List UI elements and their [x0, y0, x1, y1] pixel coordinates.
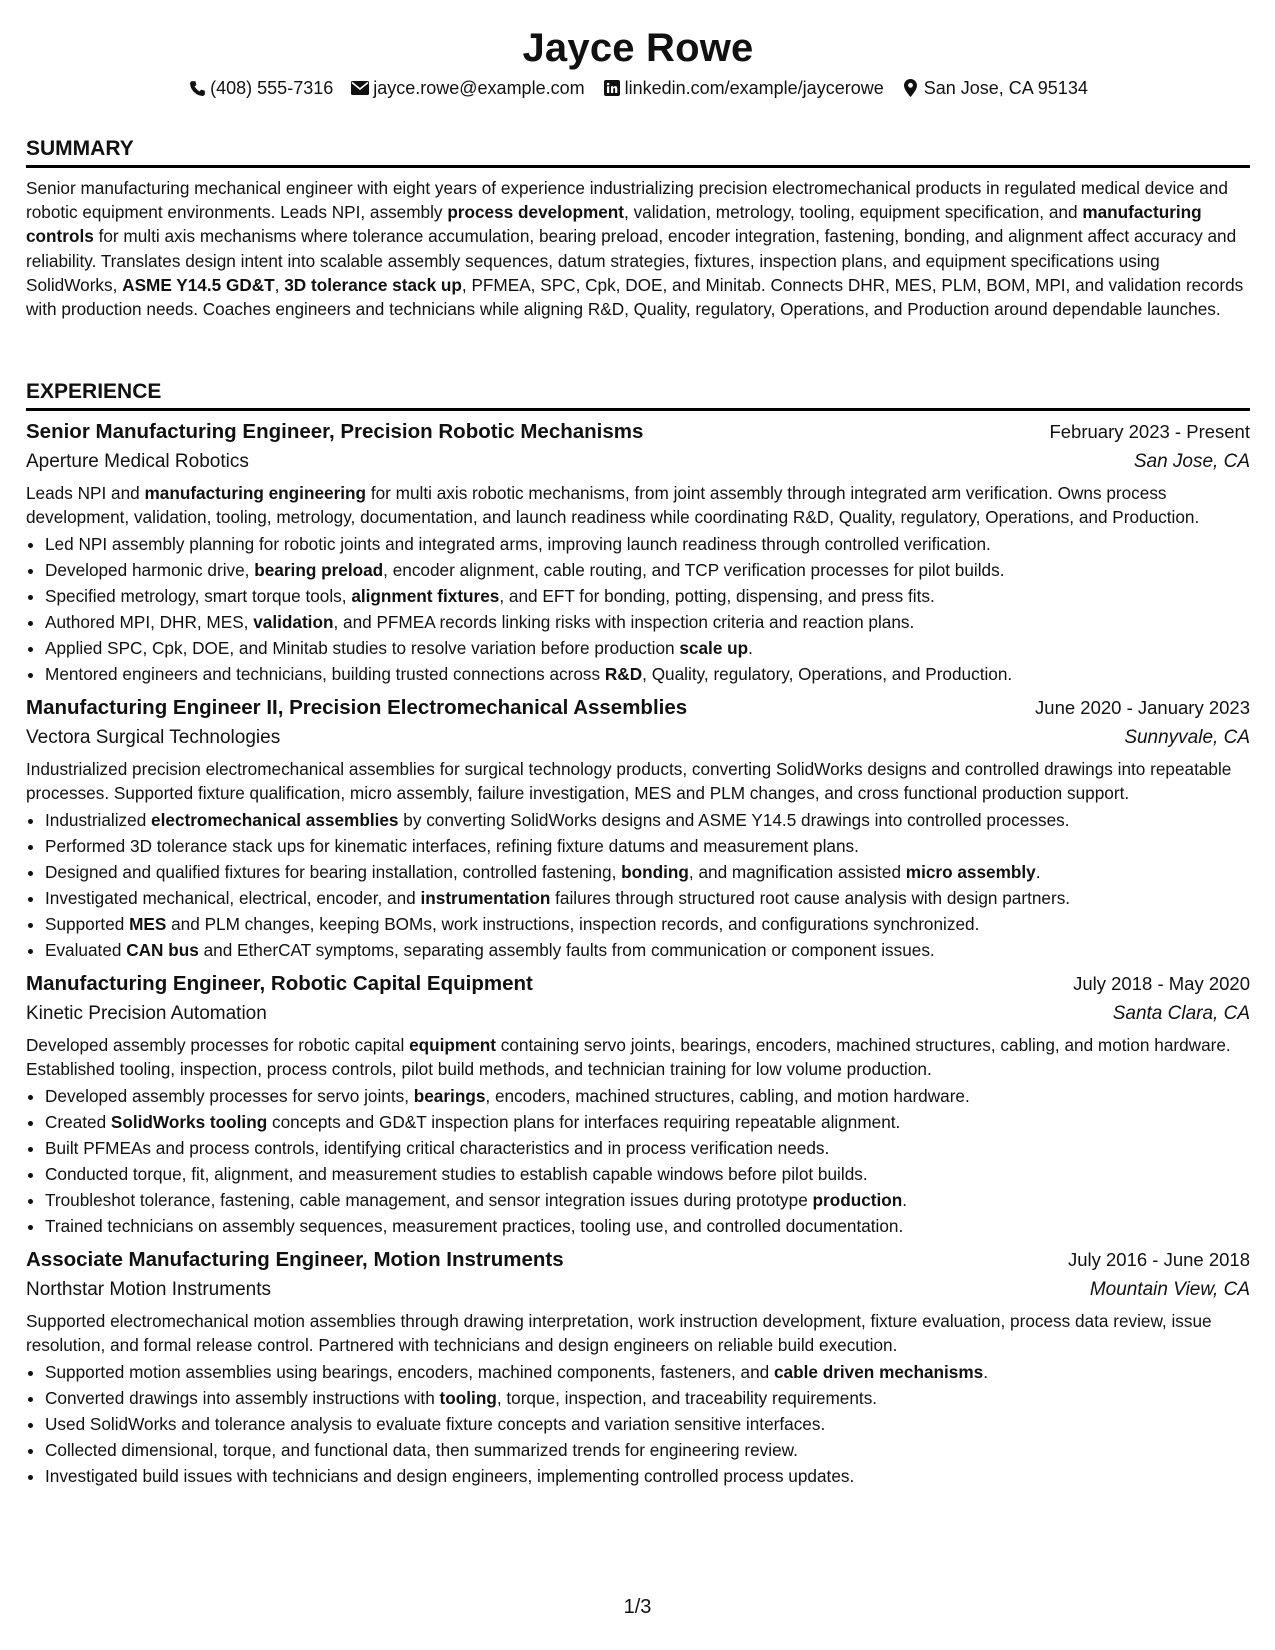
bold-keyword: bearing preload [254, 560, 384, 580]
job-location: Mountain View, CA [1089, 1279, 1250, 1300]
job-bullet [45, 885, 1250, 911]
bold-keyword: cable driven mechanisms [773, 1362, 984, 1382]
text-run: , encoder alignment, cable routing, and TCP verification processes for pilot builds. [383, 560, 1005, 580]
text-run: Supported electromechanical motion assemblies through drawing interpretation, work instruction development, fixture evaluation, process data review, issue resolution, and formal release control. Partnered with technicians and design engineers on reliable build execution. [26, 1311, 1212, 1355]
candidate-name: Jayce Rowe [522, 26, 754, 70]
job-header [26, 1245, 1250, 1275]
bold-keyword: manufacturing controls [26, 202, 1202, 247]
text-run: Trained technicians on assembly sequences, measurement practices, tooling use, and controlled documentation. [45, 1216, 904, 1236]
summary-text [26, 176, 1250, 321]
bold-keyword: 3D tolerance stack up [284, 274, 462, 295]
job-bullet-list [26, 1083, 1250, 1239]
job-bullet [45, 609, 1250, 635]
text-run: . [1035, 862, 1041, 882]
bold-keyword: ASME Y14.5 GD&T [122, 274, 275, 295]
text-run: , encoders, machined structures, cabling, and motion hardware. [485, 1086, 970, 1106]
job-bullet [45, 1187, 1250, 1213]
job-entry [26, 693, 1250, 963]
text-run: , and EFT for bonding, potting, dispensing, and press fits. [499, 586, 935, 606]
linkedin-text: linkedin.com/example/jaycerowe [624, 78, 884, 98]
job-bullet [45, 1161, 1250, 1187]
bold-keyword: SolidWorks tooling [110, 1112, 268, 1132]
bold-keyword: production [812, 1190, 903, 1210]
bold-keyword: scale up [679, 638, 749, 658]
job-bullet-list [26, 807, 1250, 963]
bold-keyword: MES [129, 914, 167, 934]
job-subheader [26, 723, 1250, 753]
job-description [26, 757, 1250, 805]
job-bullet [45, 1083, 1250, 1109]
job-header [26, 417, 1250, 447]
text-run: for multi axis robotic mechanisms, from joint assembly through integrated arm verification. Owns process development, validation, tooling, metrology, documentation, and launch readiness while coordinating R&D, Quality, regulatory, Operations, and Production. [26, 483, 1200, 527]
job-subheader [26, 1275, 1250, 1305]
job-bullet [45, 583, 1250, 609]
job-bullet [45, 635, 1250, 661]
text-run: Used SolidWorks and tolerance analysis to evaluate fixture concepts and variation sensitive interfaces. [45, 1414, 826, 1434]
job-bullet [45, 1437, 1250, 1463]
text-run: , PFMEA, SPC, Cpk, DOE, and Minitab. Connects DHR, MES, PLM, BOM, MPI, and validation records with production needs. Coaches engineers and technicians while aligning R&D, Quality, regulatory, Operations, and Production around dependable launches. [26, 274, 1244, 320]
text-run: Converted drawings into assembly instructions with [45, 1388, 440, 1408]
bold-keyword: micro assembly [905, 862, 1036, 882]
text-run: by converting SolidWorks designs and ASME Y14.5 drawings into controlled processes. [398, 810, 1070, 830]
text-run: Authored MPI, DHR, MES, [45, 612, 254, 632]
location-text: San Jose, CA 95134 [923, 78, 1088, 98]
job-location: Sunnyvale, CA [1124, 727, 1250, 748]
contact-phone [188, 76, 333, 100]
contact-linkedin[interactable] [603, 76, 884, 100]
experience-heading: EXPERIENCE [26, 380, 1250, 411]
text-run: , [274, 274, 285, 295]
job-dates: July 2016 - June 2018 [1067, 1249, 1250, 1270]
job-title: Senior Manufacturing Engineer, Precision Robotic Mechanisms [26, 420, 644, 443]
job-description [26, 1033, 1250, 1081]
job-header [26, 693, 1250, 723]
text-run: Designed and qualified fixtures for bearing installation, controlled fastening, [45, 862, 622, 882]
job-title: Associate Manufacturing Engineer, Motion Instruments [26, 1248, 564, 1271]
text-run: Supported [45, 914, 130, 934]
text-run: Created [45, 1112, 111, 1132]
text-run: containing servo joints, bearings, encoders, machined structures, cabling, and motion hardware. Established tooling, inspection, process controls, pilot build methods, and technician training for low volume production. [26, 1035, 1231, 1079]
company-name: Northstar Motion Instruments [26, 1279, 271, 1300]
text-run: Specified metrology, smart torque tools, [45, 586, 352, 606]
job-header [26, 969, 1250, 999]
job-bullet [45, 937, 1250, 963]
text-run: Applied SPC, Cpk, DOE, and Minitab studies to resolve variation before production [45, 638, 680, 658]
envelope-icon [351, 79, 369, 97]
job-entry [26, 1245, 1250, 1489]
job-bullet-list [26, 531, 1250, 687]
job-dates: February 2023 - Present [1049, 421, 1250, 442]
bold-keyword: R&D [604, 664, 643, 684]
contact-email[interactable] [351, 76, 584, 100]
job-bullet [45, 661, 1250, 687]
bold-keyword: CAN bus [126, 940, 199, 960]
text-run: and EtherCAT symptoms, separating assembly faults from communication or component issues. [198, 940, 935, 960]
bold-keyword: bonding [621, 862, 689, 882]
job-entry [26, 969, 1250, 1239]
job-location: Santa Clara, CA [1112, 1003, 1250, 1024]
text-run: , Quality, regulatory, Operations, and Production. [642, 664, 1013, 684]
phone-icon [188, 79, 206, 97]
job-bullet [45, 1135, 1250, 1161]
text-run: failures through structured root cause analysis with design partners. [550, 888, 1071, 908]
bold-keyword: electromechanical assemblies [151, 810, 399, 830]
job-list [26, 417, 1250, 1489]
bold-keyword: instrumentation [420, 888, 551, 908]
text-run: Supported motion assemblies using bearings, encoders, machined components, fasteners, and [45, 1362, 774, 1382]
page-number: 1/3 [623, 1596, 652, 1618]
job-location: San Jose, CA [1133, 451, 1250, 472]
job-bullet [45, 1385, 1250, 1411]
job-bullet [45, 1213, 1250, 1239]
text-run: and PLM changes, keeping BOMs, work instructions, inspection records, and configurations synchronized. [166, 914, 980, 934]
resume-page [26, 22, 1250, 1486]
job-bullet [45, 833, 1250, 859]
text-run: , validation, metrology, tooling, equipment specification, and [624, 202, 1083, 223]
text-run: . [983, 1362, 988, 1382]
text-run: , and PFMEA records linking risks with inspection criteria and reaction plans. [333, 612, 915, 632]
location-pin-icon [902, 79, 920, 97]
text-run: , torque, inspection, and traceability requirements. [496, 1388, 878, 1408]
company-name: Aperture Medical Robotics [26, 451, 249, 472]
text-run: . [902, 1190, 908, 1210]
job-dates: June 2020 - January 2023 [1035, 697, 1250, 718]
bold-keyword: equipment [409, 1035, 496, 1055]
bold-keyword: alignment fixtures [351, 586, 500, 606]
job-title: Manufacturing Engineer II, Precision Electromechanical Assemblies [26, 696, 688, 719]
phone-text: (408) 555-7316 [210, 78, 334, 98]
company-name: Kinetic Precision Automation [26, 1003, 267, 1024]
contact-location [902, 76, 1088, 100]
text-run: Developed assembly processes for servo joints, [45, 1086, 414, 1106]
job-subheader [26, 999, 1250, 1029]
job-bullet [45, 1359, 1250, 1385]
contact-bar [26, 76, 1250, 100]
text-run: for multi axis mechanisms where tolerance accumulation, bearing preload, encoder integration, fastening, bonding, and alignment affect accuracy and reliability. Translates design intent into scalable assembly sequences, datum strategies, fixtures, inspection plans, and equipment specifications using SolidWorks, [26, 226, 1237, 295]
text-run: Conducted torque, fit, alignment, and measurement studies to establish capable windows before pilot builds. [45, 1164, 868, 1184]
text-run: Senior manufacturing mechanical engineer with eight years of experience industrializing precision electromechanical products in regulated medical device and robotic equipment environments. Leads NPI, assembly [26, 178, 1228, 223]
text-run: Investigated build issues with technicians and design engineers, implementing controlled process updates. [45, 1466, 855, 1486]
summary-heading: SUMMARY [26, 137, 1250, 168]
company-name: Vectora Surgical Technologies [26, 727, 281, 748]
job-entry [26, 417, 1250, 687]
job-dates: July 2018 - May 2020 [1073, 973, 1250, 994]
job-description [26, 1309, 1250, 1357]
job-bullet [45, 807, 1250, 833]
text-run: Built PFMEAs and process controls, identifying critical characteristics and in process verification needs. [45, 1138, 830, 1158]
linkedin-icon [603, 79, 621, 97]
bold-keyword: process development [447, 202, 625, 223]
text-run: Developed assembly processes for robotic capital [26, 1035, 410, 1055]
text-run: Troubleshot tolerance, fastening, cable management, and sensor integration issues during prototype [45, 1190, 813, 1210]
text-run: concepts and GD&T inspection plans for interfaces requiring repeatable alignment. [267, 1112, 901, 1132]
text-run: Collected dimensional, torque, and functional data, then summarized trends for engineering review. [45, 1440, 798, 1460]
bold-keyword: manufacturing engineering [144, 483, 367, 503]
summary-section [26, 137, 1250, 321]
text-run: Industrialized [45, 810, 152, 830]
job-bullet [45, 1109, 1250, 1135]
job-bullet-list [26, 1359, 1250, 1489]
text-run: Evaluated [45, 940, 127, 960]
bold-keyword: validation [253, 612, 334, 632]
job-title: Manufacturing Engineer, Robotic Capital Equipment [26, 972, 533, 995]
text-run: Industrialized precision electromechanical assemblies for surgical technology products, converting SolidWorks designs and controlled drawings into repeatable processes. Supported fixture qualification, micro assembly, failure investigation, MES and PLM changes, and cross functional production support. [26, 759, 1232, 803]
text-run: Performed 3D tolerance stack ups for kinematic interfaces, refining fixture datums and measurement plans. [45, 836, 859, 856]
text-run: Developed harmonic drive, [45, 560, 255, 580]
job-bullet [45, 859, 1250, 885]
job-bullet [45, 1411, 1250, 1437]
text-run: . [748, 638, 753, 658]
bold-keyword: tooling [439, 1388, 497, 1408]
job-subheader [26, 447, 1250, 477]
experience-section [26, 380, 1250, 1489]
text-run: Led NPI assembly planning for robotic joints and integrated arms, improving launch readiness through controlled verification. [45, 534, 991, 554]
job-bullet [45, 531, 1250, 557]
email-text: jayce.rowe@example.com [373, 78, 585, 98]
text-run: , and magnification assisted [688, 862, 906, 882]
job-bullet [45, 557, 1250, 583]
text-run: Investigated mechanical, electrical, encoder, and [45, 888, 421, 908]
text-run: Leads NPI and [26, 483, 145, 503]
job-bullet [45, 911, 1250, 937]
bold-keyword: bearings [413, 1086, 486, 1106]
job-description [26, 481, 1250, 529]
text-run: Mentored engineers and technicians, building trusted connections across [45, 664, 605, 684]
job-bullet [45, 1463, 1250, 1489]
